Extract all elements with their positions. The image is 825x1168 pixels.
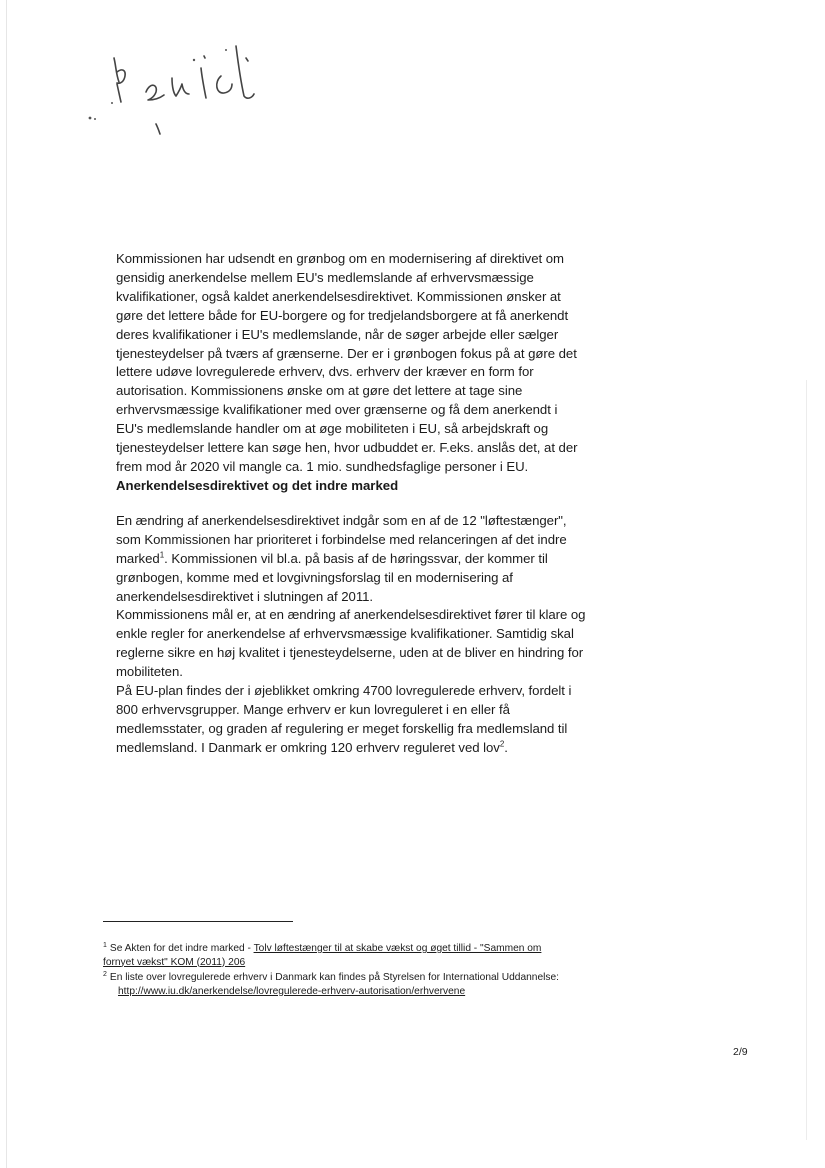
paragraph-1: Kommissionen har udsendt en grønbog om en modernisering af direktivet om gensidig anerkendelse mellem EU's medlemslande af erhvervsmæssige kvalifikationer, også kaldet anerkendelsesdirektivet. Kommissionen ønsker at gøre det lettere både for EU-borgere og for tredjelandsborgere at få anerkendt deres kvalifikationer i EU's medlemslande, når de søger arbejde eller sælger tjenesteydelser på tværs af grænserne. Der er i grønbogen fokus på at gøre det lettere udøve lovregulerede erhverv, dvs. erhverv der kræver en form for autorisation. Kommissionens ønske om at gøre det lettere at tage sine erhvervsmæssige kvalifikationer med over grænserne og få dem anerkendt i EU's medlemslande handler om at øge mobiliteten i EU, så arbejdskraft og tjenesteydelser lettere kan søge hen, hvor udbuddet er. F.eks. anslås det, at der frem mod år 2020 vil mangle ca. 1 mio. sundhedsfaglige personer i EU. [116, 251, 578, 474]
paragraph-4-text: På EU-plan findes der i øjeblikket omkring 4700 lovregulerede erhverv, fordelt i 800 erhvervsgrupper. Mange erhverv er kun lovreguleret i en eller få medlemsstater, og graden af regulering er meget forskellig fra medlemsland til medlemsland. I Danmark er omkring 120 erhverv reguleret ved lov [116, 683, 572, 755]
footnotes [103, 942, 573, 1000]
footnote-text: Se Akten for det indre marked - [109, 943, 254, 954]
paragraph-2-text: En ændring af anerkendelsesdirektivet indgår som en af de 12 "løftestænger", som Kommissionen har prioriteret i forbindelse med relanceringen af det indre marked [116, 512, 567, 566]
footnote-link[interactable]: Tolv løftestænger til at skabe vækst og øget tillid - "Sammen om fornyet vækst" KOM (2011) 206 [103, 943, 542, 968]
handwritten-note [86, 38, 276, 138]
main-text [116, 250, 586, 758]
footnote-divider [103, 921, 293, 922]
footnote-1 [103, 942, 573, 969]
footnote-link[interactable]: http://www.iu.dk/anerkendelse/lovregulerede-erhverv-autorisation/erhvervene [118, 985, 466, 997]
footnote-text: En liste over lovregulerede erhverv i Danmark kan findes på Styrelsen for International Uddannelse: [109, 972, 559, 984]
paragraph-3: Kommissionens mål er, at en ændring af anerkendelsesdirektivet fører til klare og enkle regler for anerkendelse af erhvervsmæssige kvalifikationer. Samtidig skal reglerne sikre en høj kvalitet i tjenesteydelserne, uden at de bliver en hindring for mobiliteten. [116, 607, 586, 680]
footnote-2 [103, 971, 573, 998]
footnote-ref-1[interactable]: 1 [159, 550, 165, 560]
paragraph-4-text-end: . [504, 739, 508, 755]
footnote-ref-2[interactable]: 2 [499, 739, 505, 749]
page-number: 2/9 [733, 1046, 748, 1058]
footnote-number: 2 [103, 970, 107, 978]
paragraph-2 [116, 512, 586, 607]
scan-edge-left [6, 0, 7, 1168]
footnote-number: 1 [103, 941, 107, 949]
paragraph-4 [116, 682, 586, 758]
paragraph-2-text-end: . Kommissionen vil bl.a. på basis af de høringssvar, der kommer til grønbogen, komme med et lovgivningsforslag til en modernisering af anerkendelsesdirektivet i slutningen af 2011. [116, 550, 548, 604]
section-heading: Anerkendelsesdirektivet og det indre marked [116, 477, 399, 493]
scan-edge-right [806, 380, 807, 1140]
